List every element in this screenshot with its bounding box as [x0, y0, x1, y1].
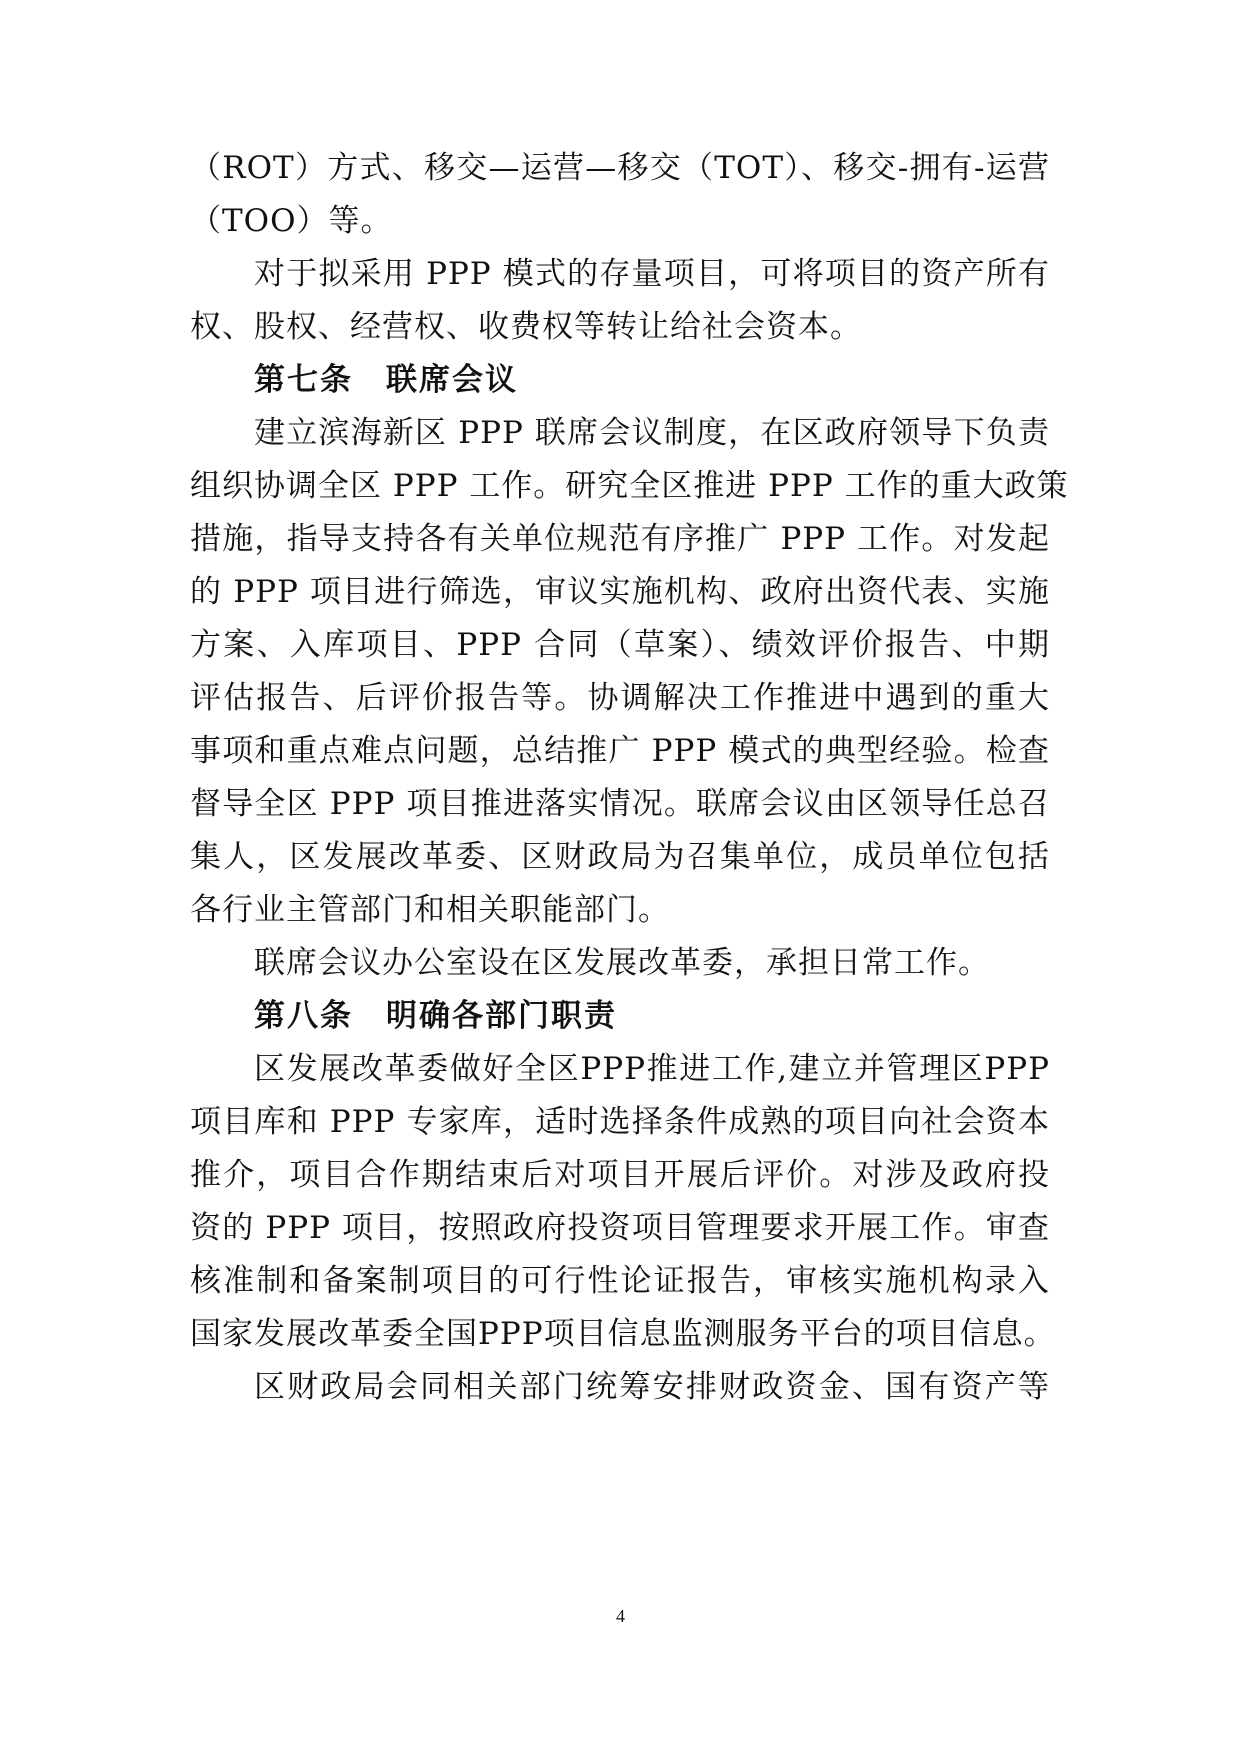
text-line: 事项和重点难点问题，总结推广 PPP 模式的典型经验。检查: [190, 733, 1050, 769]
text-line: 权、股权、经营权、收费权等转让给社会资本。: [190, 309, 862, 345]
paragraph-first-line: 对于拟采用 PPP 模式的存量项目，可将项目的资产所有: [254, 256, 1050, 292]
text-line: 国家发展改革委全国PPP项目信息监测服务平台的项目信息。: [190, 1316, 1056, 1352]
article-heading: 第八条 明确各部门职责: [254, 998, 617, 1034]
page-number: 4: [616, 1606, 625, 1626]
text-line: 评估报告、后评价报告等。协调解决工作推进中遇到的重大: [190, 680, 1050, 716]
text-line: 项目库和 PPP 专家库，适时选择条件成熟的项目向社会资本: [190, 1104, 1050, 1140]
text-line: 的 PPP 项目进行筛选，审议实施机构、政府出资代表、实施: [190, 574, 1050, 610]
text-line: 核准制和备案制项目的可行性论证报告，审核实施机构录入: [190, 1263, 1050, 1299]
text-line: 资的 PPP 项目，按照政府投资项目管理要求开展工作。审查: [190, 1210, 1050, 1246]
text-line: 督导全区 PPP 项目推进落实情况。联席会议由区领导任总召: [190, 786, 1050, 822]
text-line: （ROT）方式、移交—运营—移交（TOT）、移交-拥有-运营: [190, 150, 1050, 186]
text-line: 推介，项目合作期结束后对项目开展后评价。对涉及政府投: [190, 1157, 1050, 1193]
paragraph-first-line: 区发展改革委做好全区PPP推进工作,建立并管理区PPP: [254, 1051, 1050, 1087]
article-heading: 第七条 联席会议: [254, 362, 518, 398]
text-line: （TOO）等。: [190, 203, 393, 239]
text-line: 措施，指导支持各有关单位规范有序推广 PPP 工作。对发起: [190, 521, 1050, 557]
text-line: 组织协调全区 PPP 工作。研究全区推进 PPP 工作的重大政策: [190, 468, 1069, 504]
paragraph-first-line: 建立滨海新区 PPP 联席会议制度，在区政府领导下负责: [254, 415, 1050, 451]
paragraph-first-line: 区财政局会同相关部门统筹安排财政资金、国有资产等: [254, 1369, 1050, 1405]
text-line: 各行业主管部门和相关职能部门。: [190, 892, 670, 928]
text-line: 集人，区发展改革委、区财政局为召集单位，成员单位包括: [190, 839, 1050, 875]
text-line: 方案、入库项目、PPP 合同（草案）、绩效评价报告、中期: [190, 627, 1050, 663]
paragraph-first-line: 联席会议办公室设在区发展改革委，承担日常工作。: [254, 945, 990, 981]
